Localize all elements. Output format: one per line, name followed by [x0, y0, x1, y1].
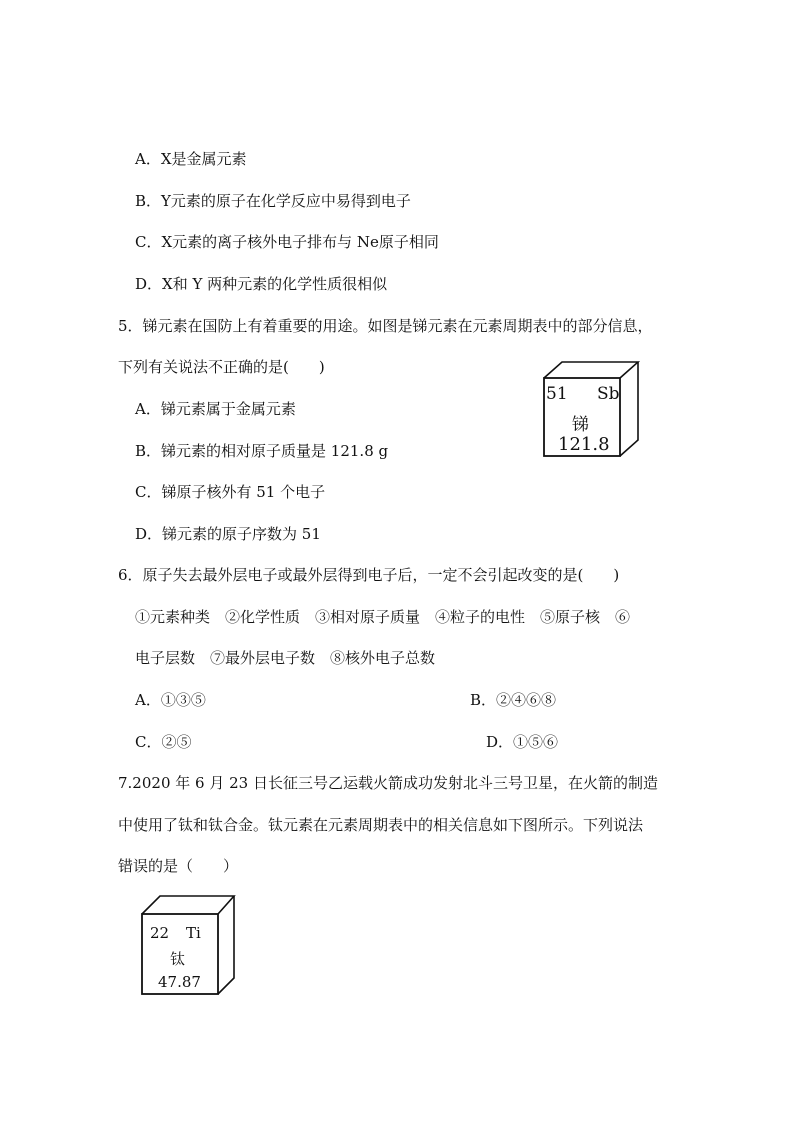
ti-atomic-mass: 47.87 — [158, 973, 201, 991]
q5-option-a: A．锑元素属于金属元素 — [135, 400, 296, 418]
sb-symbol: Sb — [597, 384, 620, 404]
q7-stem-line3: 错误的是（ ） — [118, 857, 239, 875]
q6-option-a: A．①③⑤ — [135, 691, 206, 709]
q7-stem-line1: 7.2020 年 6 月 23 日长征三号乙运载火箭成功发射北斗三号卫星，在火箭的制造 — [118, 774, 658, 792]
q4-option-a: A．X是金属元素 — [135, 150, 247, 168]
q6-option-b: B．②④⑥⑧ — [470, 691, 557, 709]
sb-name: 锑 — [572, 415, 589, 435]
q6-items-line2: 电子层数 ⑦最外层电子数 ⑧核外电子总数 — [135, 649, 436, 667]
ti-element-cell — [138, 894, 240, 999]
sb-atomic-number: 51 — [546, 384, 568, 404]
q6-option-c: C．②⑤ — [135, 733, 192, 751]
q5-stem-line1: 5．锑元素在国防上有着重要的用途。如图是锑元素在元素周期表中的部分信息， — [118, 317, 653, 335]
q4-option-b: B．Y元素的原子在化学反应中易得到电子 — [135, 192, 411, 210]
q7-stem-line2: 中使用了钛和钛合金。钛元素在元素周期表中的相关信息如下图所示。下列说法 — [118, 816, 644, 834]
q5-option-c: C．锑原子核外有 51 个电子 — [135, 483, 326, 501]
sb-element-cell — [540, 360, 645, 460]
q4-option-c: C．X元素的离子核外电子排布与 Ne原子相同 — [135, 233, 439, 251]
q6-stem: 6．原子失去最外层电子或最外层得到电子后，一定不会引起改变的是( ) — [118, 566, 620, 584]
ti-symbol: Ti — [186, 924, 201, 942]
ti-atomic-number: 22 — [150, 924, 170, 942]
sb-atomic-mass: 121.8 — [558, 434, 610, 455]
q5-option-d: D．锑元素的原子序数为 51 — [135, 525, 321, 543]
q6-option-d: D．①⑤⑥ — [486, 733, 559, 751]
q5-option-b: B．锑元素的相对原子质量是 121.8 g — [135, 442, 389, 460]
q5-stem-line2: 下列有关说法不正确的是( ) — [118, 358, 325, 376]
q6-items-line1: ①元素种类 ②化学性质 ③相对原子质量 ④粒子的电性 ⑤原子核 ⑥ — [135, 608, 631, 626]
ti-name: 钛 — [170, 950, 186, 968]
q4-option-d: D．X和 Y 两种元素的化学性质很相似 — [135, 275, 388, 293]
